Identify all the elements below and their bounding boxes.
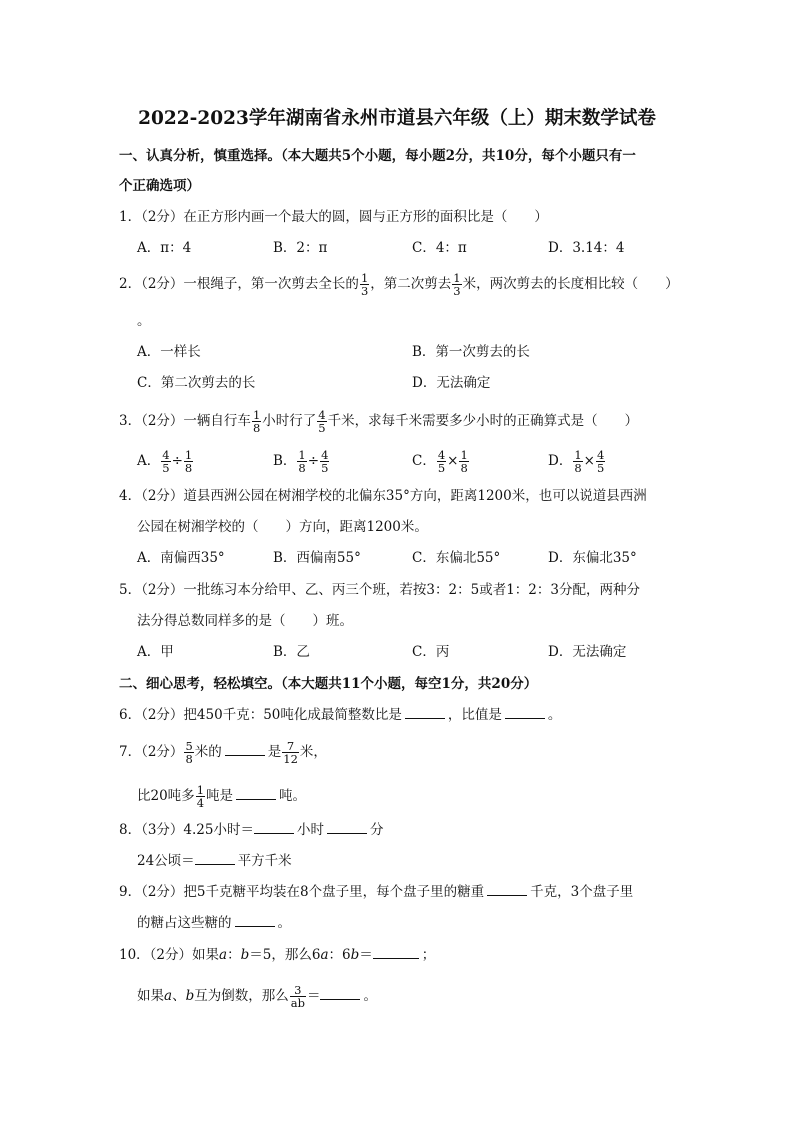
question-5: 5．（2分）一批练习本分给甲、乙、丙三个班，若按3：2：5或者1：2：3分配，两种分	[119, 582, 640, 598]
q5-option-b[interactable]: B．乙	[273, 644, 310, 660]
q2-text-post: 米，两次剪去的长度相比较（ ）	[462, 276, 679, 292]
section1-heading: 一、认真分析，慎重选择。（本大题共5个小题，每小题2分，共10分，每个小题只有一	[119, 148, 636, 164]
question-6: 6．（2分）把450千克：50吨化成最简整数比是 ，比值是 。	[119, 707, 562, 723]
question-9: 9．（2分）把5千克糖平均装在8个盘子里，每个盘子里的糖重 千克，3个盘子里	[119, 884, 634, 900]
question-10-cont: 如果a、b互为倒数，那么 $\frac{3}{ab}$ ＝ 。	[137, 983, 377, 1010]
question-10: 10．（2分）如果a：b＝5，那么6a：6b＝ ；	[119, 947, 436, 963]
q9-blank-2[interactable]	[235, 914, 275, 927]
q4-option-c[interactable]: C．东偏北55°	[412, 550, 501, 566]
q5-option-c[interactable]: C．丙	[412, 644, 450, 660]
q8-blank-3[interactable]	[195, 852, 235, 865]
question-7: 7．（2分） $\frac{5}{8}$ 米的 是 $\frac{7}{12}$ 米，	[119, 739, 327, 766]
q2-fraction-2: $\frac{1}{3}$	[453, 271, 461, 298]
q5-option-a[interactable]: A．甲	[137, 644, 174, 660]
q3-text-mid: 小时行了	[262, 413, 317, 429]
q2-option-b[interactable]: B．第一次剪去的长	[412, 344, 530, 360]
q1-option-b[interactable]: B．2：π	[273, 240, 328, 256]
question-7-cont: 比20吨多 $\frac{1}{4}$ 吨是 吨。	[137, 783, 307, 810]
q8-blank-2[interactable]	[327, 821, 367, 834]
question-8: 8．（3分）4.25小时＝ 小时 分	[119, 822, 384, 838]
q5-option-d[interactable]: D．无法确定	[548, 644, 627, 660]
q7-blank-1[interactable]	[225, 743, 265, 756]
question-3	[119, 409, 638, 434]
q2-text-pre: 2．（2分）一根绳子，第一次剪去全长的	[119, 276, 359, 292]
q3-text-pre: 3．（2分）一辆自行车	[119, 413, 251, 429]
section1-heading-cont: 个正确选项）	[119, 178, 200, 194]
question-8-cont: 24公顷＝ 平方千米	[137, 853, 292, 869]
q7-blank-2[interactable]	[236, 787, 276, 800]
q2-continuation: 。	[137, 313, 151, 329]
q10-blank-2[interactable]	[320, 987, 360, 1000]
q4-option-b[interactable]: B．西偏南55°	[273, 550, 361, 566]
q2-text-mid: ，第二次剪去	[370, 276, 452, 292]
q2-option-a[interactable]: A．一样长	[137, 344, 201, 360]
q4-option-d[interactable]: D．东偏北35°	[548, 550, 637, 566]
q4-option-a[interactable]: A．南偏西35°	[137, 550, 225, 566]
question-5-cont: 法分得总数同样多的是（ ）班。	[137, 613, 353, 629]
q6-blank-2[interactable]	[505, 706, 545, 719]
q3-fraction-2: $\frac{4}{5}$	[318, 408, 326, 435]
q1-option-a[interactable]: A．π：4	[137, 240, 192, 256]
question-4: 4．（2分）道县西洲公园在树湘学校的北偏东35°方向，距离1200米，也可以说道县西洲	[119, 488, 647, 504]
page-title: 2022-2023学年湖南省永州市道县六年级（上）期末数学试卷	[138, 108, 656, 129]
q3-option-d[interactable]: D． $\frac{1}{8}$ × $\frac{4}{5}$	[548, 448, 605, 475]
q8-blank-1[interactable]	[254, 821, 294, 834]
q1-option-d[interactable]: D．3.14：4	[548, 240, 625, 256]
q9-blank-1[interactable]	[487, 883, 527, 896]
q3-option-c[interactable]: C． $\frac{4}{5}$ × $\frac{1}{8}$	[412, 448, 468, 475]
q10-blank-1[interactable]	[373, 946, 419, 959]
q2-option-c[interactable]: C．第二次剪去的长	[137, 375, 256, 391]
q3-text-post: 千米，求每千米需要多少小时的正确算式是（ ）	[327, 413, 639, 429]
question-1: 1．（2分）在正方形内画一个最大的圆，圆与正方形的面积比是（ ）	[119, 209, 548, 225]
question-9-cont: 的糖占这些糖的 。	[137, 915, 291, 931]
q2-fraction-1: $\frac{1}{3}$	[360, 271, 369, 298]
q2-option-d[interactable]: D．无法确定	[412, 375, 491, 391]
question-2	[119, 272, 679, 297]
q3-option-a[interactable]: A． $\frac{4}{5}$ ÷ $\frac{1}{8}$	[137, 448, 193, 475]
q3-fraction-1: $\frac{1}{8}$	[252, 408, 261, 435]
q6-blank-1[interactable]	[405, 706, 445, 719]
question-4-cont: 公园在树湘学校的（ ）方向，距离1200米。	[137, 519, 428, 535]
section2-heading: 二、细心思考，轻松填空。（本大题共11个小题，每空1分，共20分）	[119, 676, 538, 692]
q3-option-b[interactable]: B． $\frac{1}{8}$ ÷ $\frac{4}{5}$	[273, 448, 329, 475]
q1-option-c[interactable]: C．4：π	[412, 240, 467, 256]
